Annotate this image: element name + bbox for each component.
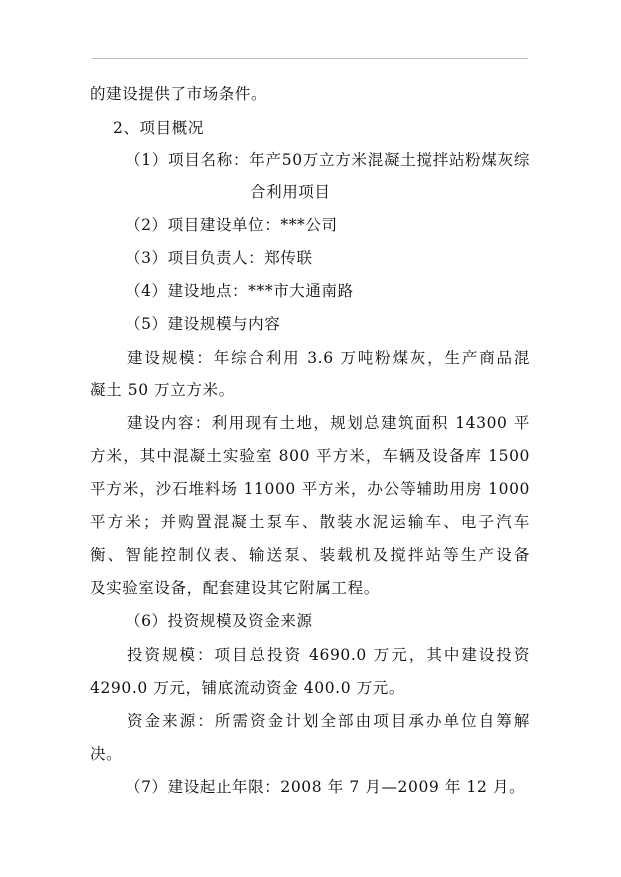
funding-paragraph-line-2: 决。 [90, 745, 123, 763]
item-1-project-name: （1）项目名称：年产50万立方米混凝土搅拌站粉煤灰综 [125, 151, 530, 169]
content-paragraph-line-5: 衡、智能控制仪表、输送泵、装载机及搅拌站等生产设备 [90, 546, 530, 564]
header-rule [92, 58, 528, 59]
content-paragraph-line-1: 建设内容：利用现有土地，规划总建筑面积 14300 平 [127, 414, 530, 432]
text-line-1: 的建设提供了市场条件。 [90, 85, 268, 103]
investment-paragraph-line-2: 4290.0 万元，铺底流动资金 400.0 万元。 [90, 679, 405, 697]
item-2-construction-unit: （2）项目建设单位：***公司 [125, 216, 338, 234]
item-1-project-name-cont: 合利用项目 [250, 183, 331, 201]
investment-paragraph-line-1: 投资规模：项目总投资 4690.0 万元，其中建设投资 [127, 646, 530, 664]
item-5-scale-content: （5）建设规模与内容 [125, 315, 281, 333]
item-7-schedule: （7）建设起止年限：2008 年 7 月—2009 年 12 月。 [125, 778, 526, 796]
content-paragraph-line-6: 及实验室设备，配套建设其它附属工程。 [90, 579, 380, 597]
scale-paragraph-line-1: 建设规模：年综合利用 3.6 万吨粉煤灰，生产商品混 [127, 349, 530, 367]
item-4-location: （4）建设地点：***市大通南路 [125, 282, 354, 300]
content-paragraph-line-2: 方米，其中混凝土实验室 800 平方米，车辆及设备库 1500 [90, 447, 530, 465]
item-6-investment: （6）投资规模及资金来源 [125, 612, 313, 630]
section-heading-project-overview: 2、项目概况 [113, 119, 204, 137]
content-paragraph-line-4: 平方米；并购置混凝土泵车、散装水泥运输车、电子汽车 [90, 513, 530, 531]
content-paragraph-line-3: 平方米，沙石堆料场 11000 平方米，办公等辅助用房 1000 [90, 480, 530, 498]
funding-paragraph-line-1: 资金来源：所需资金计划全部由项目承办单位自筹解 [127, 712, 530, 730]
item-3-project-lead: （3）项目负责人：郑传联 [125, 249, 313, 267]
scale-paragraph-line-2: 凝土 50 万立方米。 [90, 381, 235, 399]
